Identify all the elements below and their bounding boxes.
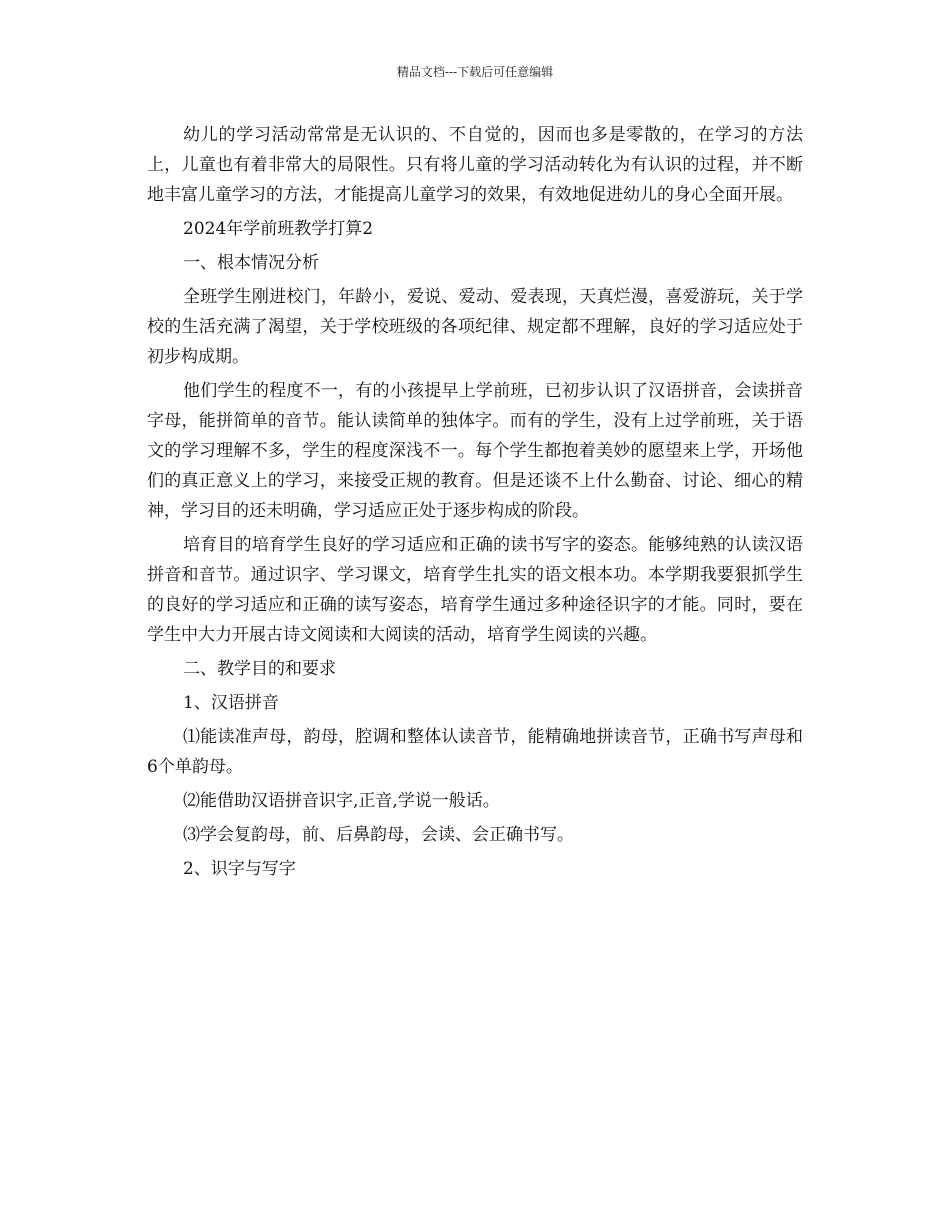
heading-pinyin: 1、汉语拼音 <box>183 693 279 713</box>
paragraph-intro: 幼儿的学习活动常常是无认识的、不自觉的，因而也多是零散的，在学习的方法上，儿童也有着非常大的局限性。只有将儿童的学习活动转化为有认识的过程，并不断地丰富儿童学习的方法，才能提高儿童学习的效果，有效地促进幼儿的身心全面开展。 <box>147 125 803 205</box>
paragraph-student-levels: 他们学生的程度不一，有的小孩提早上学前班，已初步认识了汉语拼音，会读拼音字母，能拼简单的音节。能认读简单的独体字。而有的学生，没有上过学前班，关于语文的学习理解不多，学生的程度深浅不一。每个学生都抱着美妙的愿望来上学，开场他们的真正意义上的学习，来接受正规的教育。但是还谈不上什么勤奋、讨论、细心的精神，学习目的还未明确，学习适应正处于逐步构成的阶段。 <box>147 381 803 521</box>
list-item-pinyin-3: ⑶学会复韵母，前、后鼻韵母，会读、会正确书写。 <box>183 825 574 845</box>
section-title: 2024年学前班教学打算2 <box>183 219 374 239</box>
document-body <box>147 120 803 888</box>
heading-teaching-goals: 二、教学目的和要求 <box>183 659 336 679</box>
heading-literacy-writing: 2、识字与写字 <box>183 859 296 879</box>
list-item-pinyin-1: ⑴能读准声母，韵母，腔调和整体认读音节，能精确地拼读音节，正确书写声母和6个单韵母。 <box>147 727 803 777</box>
paragraph-class-overview: 全班学生刚进校门，年龄小，爱说、爱动、爱表现，天真烂漫，喜爱游玩，关于学校的生活充满了渴望，关于学校班级的各项纪律、规定都不理解，良好的学习适应处于初步构成期。 <box>147 287 803 367</box>
list-item-pinyin-2: ⑵能借助汉语拼音识字,正音,学说一般话。 <box>183 791 500 811</box>
heading-situation-analysis: 一、根本情况分析 <box>183 253 319 273</box>
paragraph-training-goals: 培育目的培育学生良好的学习适应和正确的读书写字的姿态。能够纯熟的认读汉语拼音和音节。通过识字、学习课文，培育学生扎实的语文根本功。本学期我要狠抓学生的良好的学习适应和正确的读写姿态，培育学生通过多种途径识字的才能。同时，要在学生中大力开展古诗文阅读和大阅读的活动，培育学生阅读的兴趣。 <box>147 535 803 645</box>
page-header: 精品文档---下载后可任意编辑 <box>396 65 554 79</box>
